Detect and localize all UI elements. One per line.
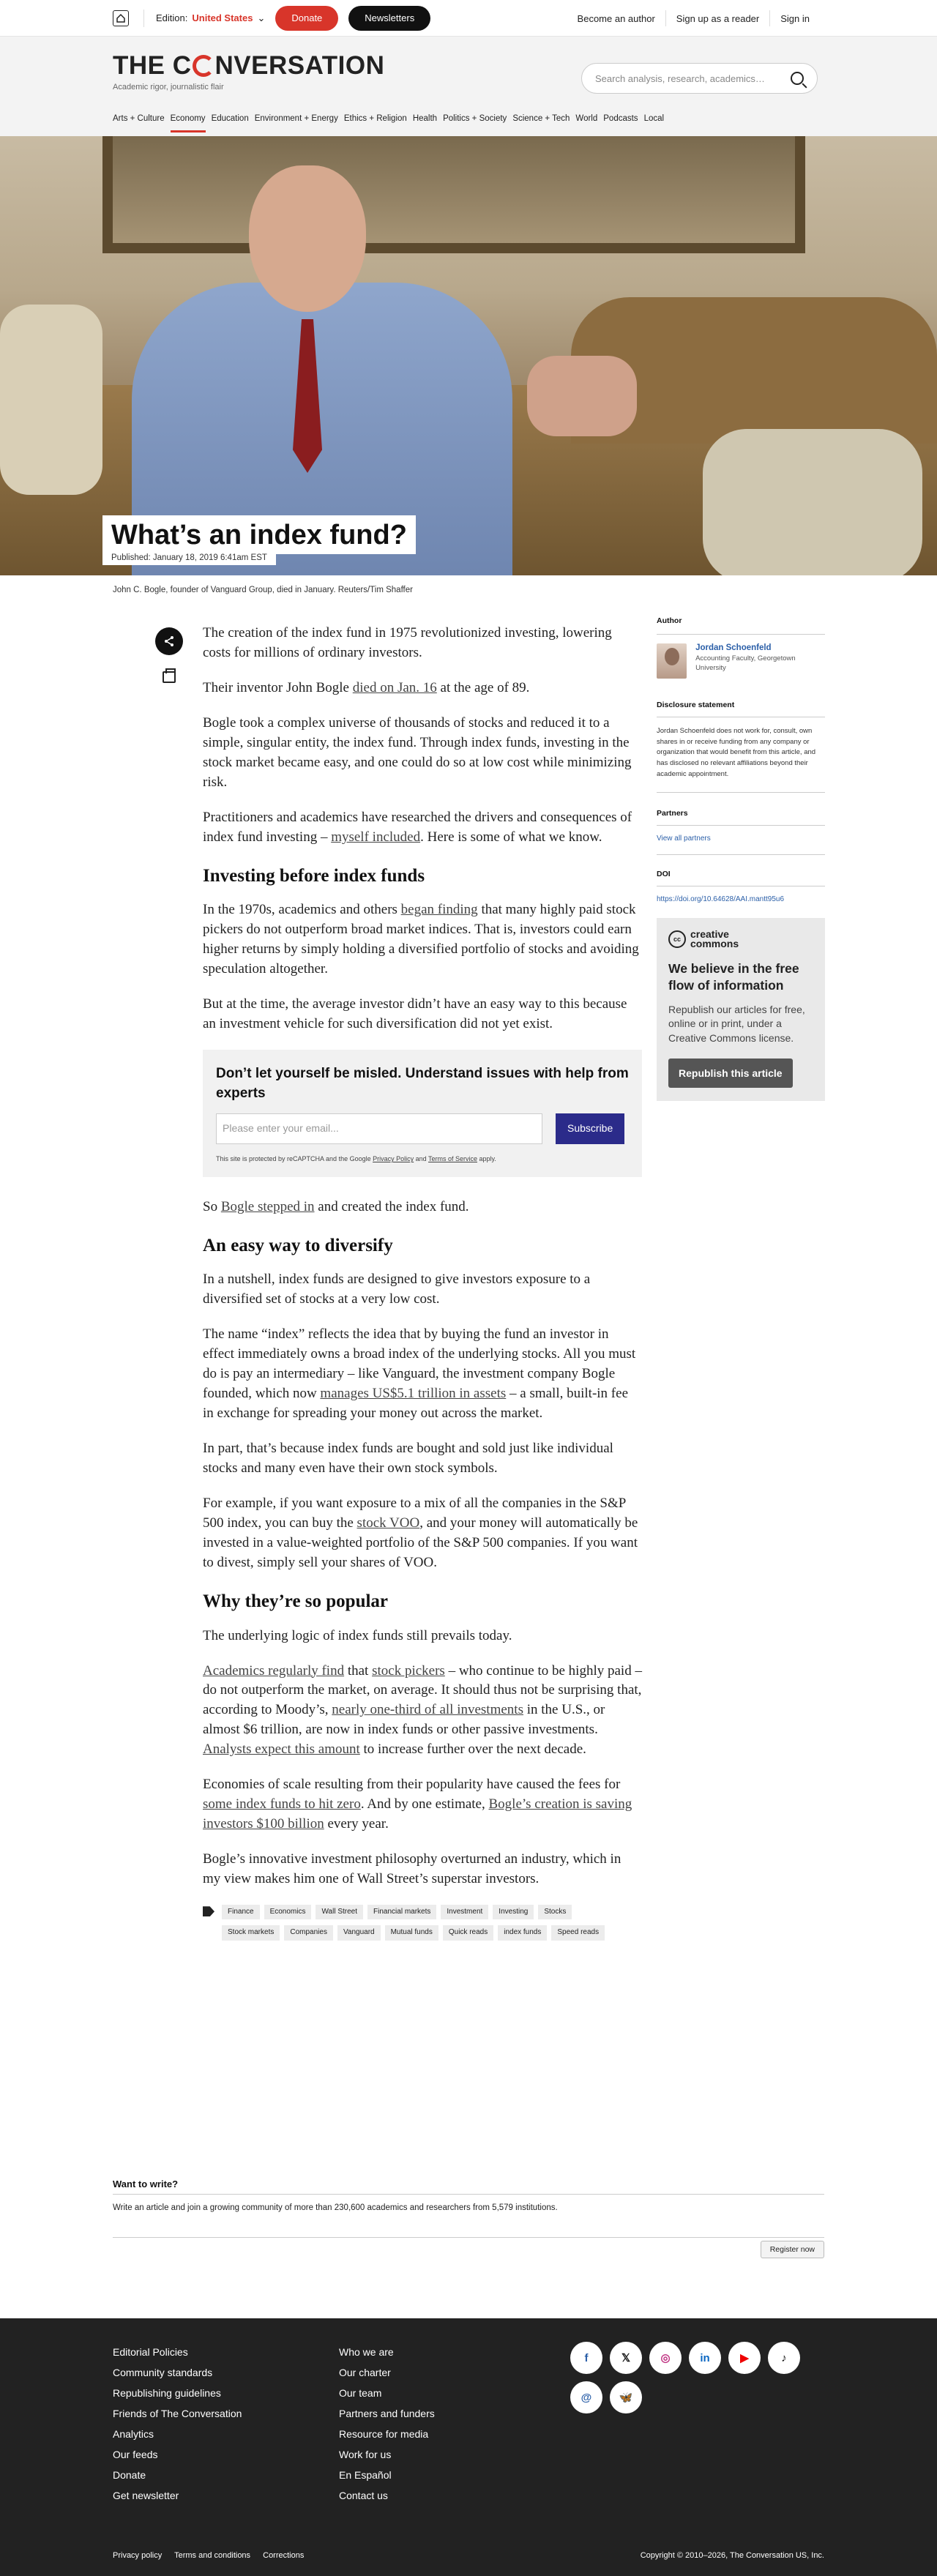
text: Economies of scale resulting from their popularity have caused the fees for: [203, 1777, 621, 1793]
logo-text-end: NVERSATION: [214, 51, 385, 80]
section-heading: Why they’re so popular: [203, 1591, 389, 1612]
paragraph: Bogle took a complex universe of thousands of stocks and reduced it to a simple, singular entity, the index fund. Through index funds, investing in the stock market became easy, and one could do so at low cost while minimizing risk.: [203, 714, 632, 790]
footer-link[interactable]: Work for us: [339, 2449, 392, 2460]
tiktok-icon[interactable]: ♪: [768, 2342, 800, 2374]
footer-link[interactable]: En Español: [339, 2469, 392, 2481]
newsletter-signup: [203, 1050, 642, 1177]
share-button[interactable]: [155, 627, 183, 655]
image-caption: John C. Bogle, founder of Vanguard Group, died in January. Reuters/Tim Shaffer: [113, 586, 413, 594]
facebook-icon[interactable]: f: [570, 2342, 602, 2374]
link-hit-zero[interactable]: some index funds to hit zero: [203, 1796, 361, 1812]
newsletter-heading: Don’t let yourself be misled. Understand issues with help from experts: [216, 1066, 629, 1101]
logo-text-start: THE C: [113, 51, 192, 80]
author-heading: Author: [657, 616, 682, 625]
paragraph: [203, 1494, 642, 1573]
subscribe-button[interactable]: Subscribe: [556, 1113, 624, 1144]
tag[interactable]: Speed reads: [551, 1925, 605, 1940]
text: and created the index fund.: [314, 1198, 469, 1214]
sidebar: [657, 616, 825, 1101]
footer-column-2: [339, 2342, 435, 2506]
instagram-icon[interactable]: ◎: [649, 2342, 682, 2374]
author-card[interactable]: [657, 643, 825, 679]
text: Their inventor John Bogle: [203, 679, 353, 695]
x-icon[interactable]: 𝕏: [610, 2342, 642, 2374]
tag[interactable]: Companies: [284, 1925, 333, 1940]
share-icon: [163, 635, 175, 647]
text: that: [344, 1662, 373, 1679]
recaptcha-notice: [216, 1154, 629, 1164]
text: Practitioners and academics have researched the drivers and consequences of index fund investing –: [203, 809, 632, 845]
nav-item[interactable]: Local: [643, 114, 665, 123]
bluesky-icon[interactable]: 🦋: [610, 2381, 642, 2413]
footer-link[interactable]: Get newsletter: [113, 2490, 179, 2501]
author-name[interactable]: Jordan Schoenfeld: [695, 643, 772, 652]
write-heading: Want to write?: [113, 2179, 179, 2189]
newsletters-button[interactable]: Newsletters: [348, 6, 430, 31]
nav-item[interactable]: Politics + Society: [443, 114, 507, 123]
tag[interactable]: Mutual funds: [385, 1925, 438, 1940]
link-saving-investors[interactable]: Bogle’s creation is saving investors $100 billion: [203, 1796, 632, 1832]
footer-link[interactable]: Who we are: [339, 2346, 394, 2358]
tag[interactable]: Vanguard: [337, 1925, 381, 1940]
become-author-link[interactable]: Become an author: [577, 12, 655, 24]
nav-item[interactable]: Education: [211, 114, 249, 123]
link-began-finding[interactable]: began finding: [400, 902, 478, 918]
cc-icon: cc: [668, 930, 686, 948]
tag-section: [203, 1905, 642, 1940]
nav-item[interactable]: Economy: [171, 114, 206, 132]
paragraph: [203, 900, 642, 979]
text: in the U.S., or almost $6 trillion, are now in index funds or other passive investments.: [203, 1702, 605, 1738]
text: . Here is some of what we know.: [420, 829, 602, 845]
republish-text: Republish our articles for free, online or in print, under a Creative Commons license.: [668, 1003, 805, 1044]
write-text: Write an article and join a growing community of more than 230,600 academics and researchers from 5,579 institutions.: [113, 2203, 558, 2212]
site-footer: [0, 2318, 937, 2576]
footer-link[interactable]: Contact us: [339, 2490, 388, 2501]
privacy-policy-link[interactable]: Privacy policy: [113, 2551, 163, 2560]
paragraph: The underlying logic of index funds still prevails today.: [203, 1627, 512, 1643]
link-academics-regularly-find[interactable]: Academics regularly find: [203, 1662, 345, 1679]
article-title: What’s an index fund?: [111, 520, 407, 550]
footer-link[interactable]: Our charter: [339, 2367, 391, 2378]
section-heading: Investing before index funds: [203, 865, 425, 886]
text: every year.: [324, 1816, 389, 1832]
text: , and your money will automatically be invested in a value-weighted portfolio of the S&P 500 companies. If you want to divest, simply sell your shares of VOO.: [203, 1515, 638, 1571]
terms-link[interactable]: Terms of Service: [428, 1155, 478, 1163]
linkedin-icon[interactable]: in: [689, 2342, 721, 2374]
tag[interactable]: Stocks: [538, 1905, 572, 1919]
tag[interactable]: Investment: [441, 1905, 488, 1919]
author-avatar[interactable]: [657, 643, 687, 679]
text: apply.: [477, 1155, 496, 1163]
footer-link[interactable]: Friends of The Conversation: [113, 2408, 242, 2419]
nav-item[interactable]: Arts + Culture: [113, 114, 165, 123]
social-links: [570, 2342, 805, 2413]
republish-button[interactable]: Republish this article: [668, 1059, 793, 1088]
corrections-link[interactable]: Corrections: [263, 2551, 305, 2560]
tag[interactable]: Finance: [222, 1905, 260, 1919]
footer-bottom: [113, 2551, 824, 2560]
cc-logo-top: creative: [690, 927, 729, 940]
text: to increase further over the next decade.: [359, 1741, 586, 1758]
youtube-icon[interactable]: ▶: [728, 2342, 761, 2374]
paragraph: [203, 1775, 642, 1834]
text: and: [414, 1155, 428, 1163]
link-manages-assets[interactable]: manages US$5.1 trillion in assets: [320, 1386, 507, 1402]
section-nav: [113, 114, 664, 132]
paragraph: [203, 679, 642, 698]
text: This site is protected by reCAPTCHA and the Google: [216, 1155, 373, 1163]
partners-heading: Partners: [657, 808, 688, 818]
text: – a small, built-in fee in exchange for spreading your money out across the market.: [203, 1386, 628, 1422]
person-hand: [527, 356, 637, 436]
edition-value: United States: [192, 12, 253, 23]
text: So: [203, 1198, 221, 1214]
nav-item[interactable]: Health: [412, 114, 438, 123]
divider: [657, 825, 825, 826]
hero-image: [0, 136, 937, 575]
section-heading: An easy way to diversify: [203, 1235, 393, 1255]
nav-item[interactable]: Environment + Energy: [254, 114, 338, 123]
edition-selector[interactable]: [143, 10, 265, 27]
print-icon: [163, 671, 176, 683]
copyright: Copyright © 2010–2026, The Conversation US, Inc.: [640, 2551, 824, 2560]
pillow-left: [0, 305, 102, 495]
footer-link[interactable]: Partners and funders: [339, 2408, 435, 2419]
view-partners-link[interactable]: View all partners: [657, 834, 711, 843]
site-logo[interactable]: [113, 51, 384, 81]
footer-link[interactable]: Republishing guidelines: [113, 2387, 221, 2399]
divider: [113, 2194, 824, 2195]
nav-item[interactable]: Podcasts: [603, 114, 638, 123]
paragraph: [203, 808, 642, 848]
paragraph: In a nutshell, index funds are designed to give investors exposure to a diversified set of stocks at a very low cost.: [203, 1272, 591, 1307]
text: – who continue to be highly paid – do not outperform the market, on average. It should thus not be surprising that, according to Moody’s,: [203, 1662, 642, 1718]
terms-link[interactable]: Terms and conditions: [174, 2551, 251, 2560]
footer-column-1: [113, 2342, 242, 2506]
paragraph: The creation of the index fund in 1975 revolutionized investing, lowering costs for millions of ordinary investors.: [203, 625, 612, 660]
link-stock-pickers[interactable]: stock pickers: [372, 1662, 445, 1679]
tag-list: [222, 1905, 632, 1940]
signin-link[interactable]: Sign in: [769, 10, 820, 26]
pillow-right: [703, 429, 922, 575]
footer-link[interactable]: Donate: [113, 2469, 146, 2481]
footer-link[interactable]: Community standards: [113, 2367, 213, 2378]
text: at the age of 89.: [436, 679, 530, 695]
logo-ring-icon: [193, 55, 214, 77]
link-analysts-expect[interactable]: Analysts expect this amount: [203, 1741, 360, 1758]
creative-commons-logo: [668, 927, 813, 949]
nav-item[interactable]: World: [575, 114, 598, 123]
doi-heading: DOI: [657, 869, 671, 878]
republish-heading: We believe in the free flow of information: [668, 961, 799, 993]
footer-link[interactable]: Our feeds: [113, 2449, 158, 2460]
tag[interactable]: Investing: [493, 1905, 534, 1919]
tag[interactable]: Stock markets: [222, 1925, 280, 1940]
article-layout: [0, 594, 937, 2058]
link-stock-voo[interactable]: stock VOO: [356, 1515, 420, 1531]
home-icon[interactable]: [113, 10, 129, 26]
publish-date: Published: January 18, 2019 6:41am EST: [102, 550, 276, 565]
paragraph: [203, 1325, 642, 1424]
threads-icon[interactable]: @: [570, 2381, 602, 2413]
divider: [657, 792, 825, 793]
nav-item[interactable]: Ethics + Religion: [343, 114, 407, 123]
text: that many highly paid stock pickers do not outperform broad market indices. That is, investors could earn higher returns by simply holding a diversified portfolio of stocks and avoiding speculation altogether.: [203, 902, 639, 977]
paragraph: Bogle’s innovative investment philosophy overturned an industry, which in my view makes him one of Wall Street’s superstar investors.: [203, 1851, 621, 1887]
person-head: [249, 165, 366, 312]
tag[interactable]: Quick reads: [443, 1925, 493, 1940]
tag[interactable]: Wall Street: [316, 1905, 363, 1919]
tag[interactable]: Financial markets: [367, 1905, 436, 1919]
framed-painting: [102, 136, 805, 253]
tag[interactable]: index funds: [498, 1925, 547, 1940]
text: For example, if you want exposure to a mix of all the companies in the S&P 500 index, you can buy the: [203, 1496, 626, 1531]
search-icon[interactable]: [791, 72, 804, 85]
text: In the 1970s, academics and others: [203, 902, 401, 918]
search-placeholder: Search analysis, research, academics…: [595, 72, 765, 84]
doi-link[interactable]: https://doi.org/10.64628/AAI.mantt95u6: [657, 895, 785, 903]
author-role: Accounting Faculty, Georgetown University: [695, 654, 796, 673]
paragraph: But at the time, the average investor didn’t have an easy way to this because an investment vehicle for such diversification did not yet exist.: [203, 996, 627, 1032]
write-section: [0, 2179, 937, 2258]
email-field[interactable]: Please enter your email...: [216, 1113, 542, 1144]
edition-label: Edition:: [156, 12, 188, 23]
paragraph: In part, that’s because index funds are bought and sold just like individual stocks and many even have their own stock symbols.: [203, 1441, 613, 1476]
disclosure-heading: Disclosure statement: [657, 701, 735, 709]
text: . And by one estimate,: [360, 1796, 489, 1812]
article-body: [203, 624, 642, 1941]
tagline: Academic rigor, journalistic flair: [113, 83, 224, 92]
paragraph: [203, 1198, 642, 1217]
nav-item[interactable]: Science + Tech: [512, 114, 570, 123]
site-header: [0, 37, 937, 136]
top-bar: [0, 0, 937, 37]
signup-link[interactable]: Sign up as a reader: [665, 10, 769, 26]
republish-box: [657, 918, 825, 1102]
search-input[interactable]: [581, 63, 818, 94]
tag[interactable]: Economics: [264, 1905, 312, 1919]
divider: [657, 634, 825, 635]
link-died-jan-16[interactable]: died on Jan. 16: [352, 679, 437, 695]
article-title-box: [102, 515, 416, 554]
donate-button[interactable]: Donate: [275, 6, 338, 31]
disclosure-text: Jordan Schoenfeld does not work for, consult, own shares in or receive funding from any company or organization that would benefit from this article, and has disclosed no relevant affiliations beyond their academic appointment.: [657, 727, 816, 778]
link-bogle-stepped-in[interactable]: Bogle stepped in: [220, 1198, 315, 1214]
tag-icon: [203, 1906, 214, 1916]
chevron-down-icon: ⌄: [257, 12, 266, 23]
link-myself-included[interactable]: myself included: [331, 829, 421, 845]
footer-link[interactable]: Our team: [339, 2387, 382, 2399]
paragraph: [203, 1662, 642, 1761]
link-one-third[interactable]: nearly one-third of all investments: [332, 1702, 523, 1718]
print-button[interactable]: [155, 663, 183, 691]
cc-logo-bottom: commons: [690, 937, 739, 949]
register-button[interactable]: Register now: [761, 2241, 824, 2258]
footer-link[interactable]: Editorial Policies: [113, 2346, 188, 2358]
privacy-policy-link[interactable]: Privacy Policy: [373, 1155, 414, 1163]
footer-link[interactable]: Resource for media: [339, 2428, 429, 2440]
footer-link[interactable]: Analytics: [113, 2428, 154, 2440]
text: The name “index” reflects the idea that by buying the fund an investor in effect immediately owns a broad index of the underlying stocks. All you must do is pay an intermediary – like Vanguard, the investment company Bogle founded, which now: [203, 1326, 636, 1402]
divider: [657, 854, 825, 855]
